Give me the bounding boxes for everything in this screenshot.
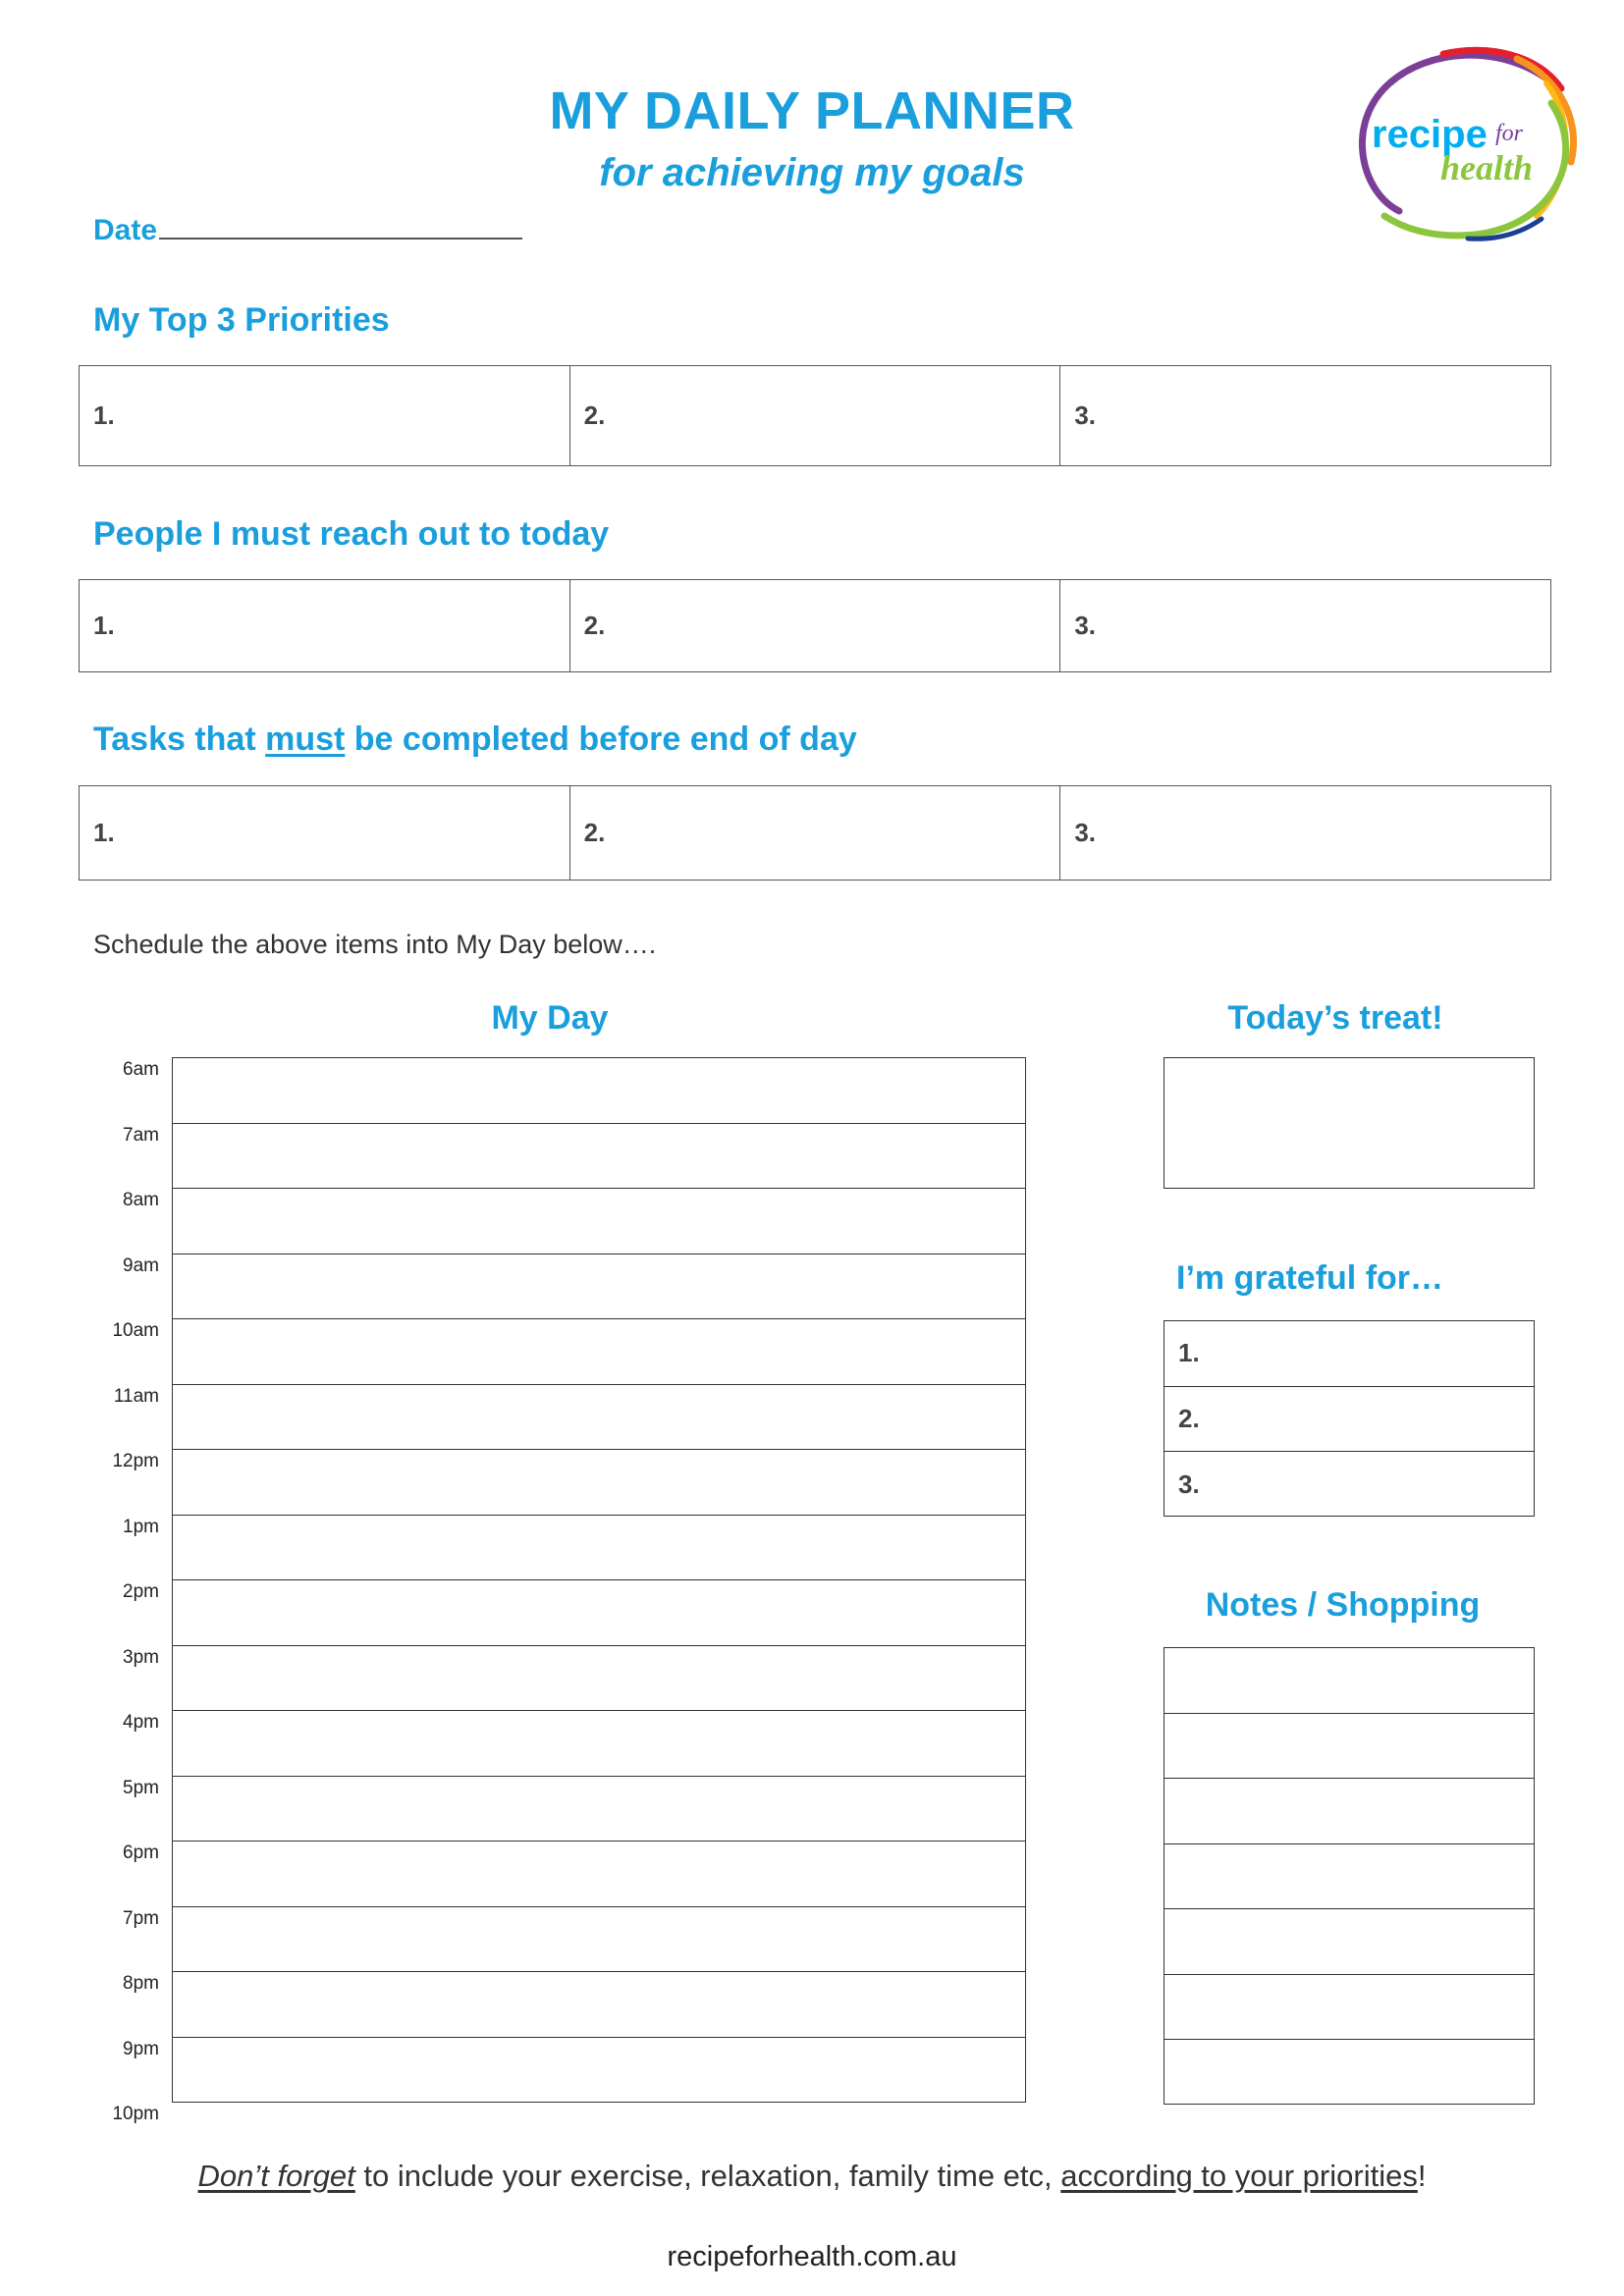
schedule-slot[interactable] bbox=[173, 1385, 1025, 1451]
recipe-for-health-logo bbox=[1350, 44, 1586, 245]
time-label: 5pm bbox=[123, 1777, 159, 1798]
time-label: 6am bbox=[123, 1059, 159, 1080]
item-number: 2. bbox=[1178, 1403, 1200, 1433]
time-label: 10pm bbox=[112, 2104, 159, 2124]
grateful-item-1[interactable] bbox=[1164, 1321, 1534, 1387]
time-label: 11am bbox=[113, 1385, 159, 1407]
notes-box bbox=[1164, 1647, 1535, 2105]
time-label: 3pm bbox=[123, 1646, 159, 1668]
footer-end: ! bbox=[1417, 2159, 1427, 2193]
notes-line[interactable] bbox=[1164, 1779, 1534, 1844]
cell-number: 3. bbox=[1074, 400, 1097, 430]
treat-box[interactable] bbox=[1164, 1057, 1535, 1189]
date-line[interactable] bbox=[159, 208, 522, 240]
treat-title: Today’s treat! bbox=[1227, 999, 1443, 1037]
tasks-title-emphasis: must bbox=[265, 721, 346, 758]
cell-number: 2. bbox=[583, 611, 606, 640]
time-label: 6pm bbox=[123, 1842, 159, 1863]
tasks-title-pre: Tasks that bbox=[93, 721, 266, 758]
priorities-title: My Top 3 Priorities bbox=[93, 301, 390, 339]
time-label: 2pm bbox=[123, 1581, 159, 1602]
footer-reminder bbox=[0, 2159, 1624, 2194]
cell-number: 1. bbox=[93, 818, 115, 847]
time-label: 7pm bbox=[123, 1907, 159, 1929]
people-cell-2[interactable] bbox=[570, 580, 1061, 671]
logo-word-health: health bbox=[1440, 148, 1534, 187]
priorities-table bbox=[79, 365, 1551, 466]
date-label: Date bbox=[93, 214, 158, 246]
schedule-slot[interactable] bbox=[173, 1189, 1025, 1255]
time-label: 7am bbox=[123, 1124, 159, 1146]
schedule-slot[interactable] bbox=[173, 1255, 1025, 1320]
task-cell-2[interactable] bbox=[570, 786, 1061, 880]
schedule-slot[interactable] bbox=[173, 1972, 1025, 2038]
schedule-slot[interactable] bbox=[173, 1646, 1025, 1712]
schedule-slot[interactable] bbox=[173, 1842, 1025, 1907]
cell-number: 2. bbox=[583, 818, 606, 847]
time-label: 10am bbox=[112, 1320, 159, 1341]
cell-number: 1. bbox=[93, 611, 115, 640]
page-subtitle: for achieving my goals bbox=[599, 151, 1025, 194]
cell-number: 3. bbox=[1074, 611, 1097, 640]
schedule-instruction: Schedule the above items into My Day below…. bbox=[93, 930, 657, 959]
website-url[interactable]: recipeforhealth.com.au bbox=[667, 2241, 957, 2272]
grateful-item-3[interactable] bbox=[1164, 1452, 1534, 1518]
time-label: 9pm bbox=[123, 2038, 159, 2059]
grateful-item-2[interactable] bbox=[1164, 1387, 1534, 1453]
people-table bbox=[79, 579, 1551, 672]
people-cell-1[interactable] bbox=[80, 580, 570, 671]
schedule-slot[interactable] bbox=[173, 1907, 1025, 1973]
time-label: 9am bbox=[123, 1255, 159, 1276]
notes-line[interactable] bbox=[1164, 1714, 1534, 1780]
footer-emphasis: Don’t forget bbox=[197, 2159, 355, 2193]
cell-number: 1. bbox=[93, 400, 115, 430]
footer-middle: to include your exercise, relaxation, family time etc, bbox=[354, 2159, 1061, 2193]
task-cell-3[interactable] bbox=[1060, 786, 1550, 880]
item-number: 3. bbox=[1178, 1468, 1200, 1499]
time-label: 4pm bbox=[123, 1712, 159, 1733]
schedule-slot[interactable] bbox=[173, 1777, 1025, 1842]
page-title: MY DAILY PLANNER bbox=[549, 81, 1075, 140]
date-field[interactable] bbox=[93, 208, 522, 247]
time-label: 8pm bbox=[123, 1973, 159, 1994]
notes-title: Notes / Shopping bbox=[1205, 1586, 1481, 1624]
schedule-slot[interactable] bbox=[173, 2038, 1025, 2104]
my-day-schedule bbox=[172, 1057, 1026, 2103]
notes-line[interactable] bbox=[1164, 1844, 1534, 1910]
schedule-slot[interactable] bbox=[173, 1580, 1025, 1646]
logo-word-recipe: recipe bbox=[1372, 113, 1488, 156]
people-cell-3[interactable] bbox=[1060, 580, 1550, 671]
tasks-title bbox=[93, 721, 857, 759]
grateful-list bbox=[1164, 1320, 1535, 1517]
time-label: 1pm bbox=[123, 1516, 159, 1537]
tasks-table bbox=[79, 785, 1551, 881]
schedule-slot[interactable] bbox=[173, 1711, 1025, 1777]
notes-line[interactable] bbox=[1164, 1909, 1534, 1975]
schedule-slot[interactable] bbox=[173, 1450, 1025, 1516]
logo-word-for: for bbox=[1495, 121, 1524, 146]
item-number: 1. bbox=[1178, 1338, 1200, 1368]
my-day-title: My Day bbox=[491, 999, 609, 1037]
priority-cell-1[interactable] bbox=[80, 366, 570, 465]
cell-number: 2. bbox=[583, 400, 606, 430]
tasks-title-post: be completed before end of day bbox=[345, 721, 857, 758]
schedule-slot[interactable] bbox=[173, 1516, 1025, 1581]
schedule-slot[interactable] bbox=[173, 1058, 1025, 1124]
footer-underlined: according to your priorities bbox=[1060, 2159, 1418, 2193]
notes-line[interactable] bbox=[1164, 1975, 1534, 2041]
priority-cell-2[interactable] bbox=[570, 366, 1061, 465]
notes-line[interactable] bbox=[1164, 2040, 1534, 2106]
grateful-title: I’m grateful for… bbox=[1176, 1259, 1444, 1297]
cell-number: 3. bbox=[1074, 818, 1097, 847]
task-cell-1[interactable] bbox=[80, 786, 570, 880]
time-label: 8am bbox=[123, 1190, 159, 1210]
schedule-slot[interactable] bbox=[173, 1319, 1025, 1385]
schedule-slot[interactable] bbox=[173, 1124, 1025, 1190]
time-label: 12pm bbox=[112, 1451, 159, 1471]
notes-line[interactable] bbox=[1164, 1648, 1534, 1714]
priority-cell-3[interactable] bbox=[1060, 366, 1550, 465]
people-title: People I must reach out to today bbox=[93, 515, 610, 553]
